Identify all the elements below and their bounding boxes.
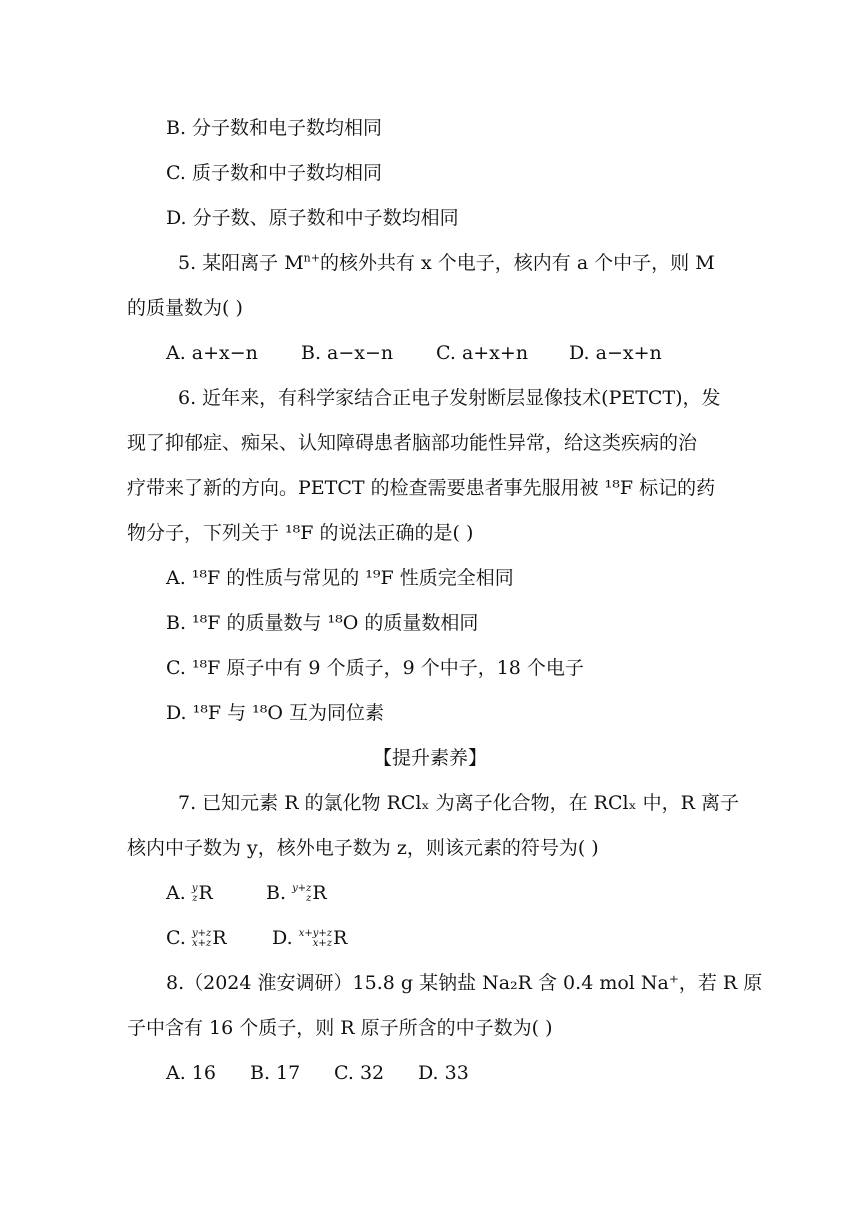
q7-option-b xyxy=(266,880,327,906)
q7-option-a-bottom: z xyxy=(192,893,198,904)
q8-option-c: C. 32 xyxy=(334,1062,385,1084)
q5-stem-part2: 的核外共有 x 个电子，核内有 a 个中子，则 M xyxy=(319,252,715,274)
q7-option-c-top: y+z xyxy=(191,928,212,939)
q7-options-row1 xyxy=(166,880,327,906)
q7-option-c-bottom: x+z xyxy=(191,938,212,949)
q5-stem-part1: 5. 某阳离子 M xyxy=(178,252,304,274)
q5-options xyxy=(166,340,662,366)
q7-option-d xyxy=(272,925,347,951)
q7-option-b-nuclide xyxy=(292,884,311,904)
q4-option-c: C. 质子数和中子数均相同 xyxy=(166,162,382,184)
q7-option-d-prefix: D. xyxy=(272,927,299,949)
q7-option-a-element: R xyxy=(198,882,213,904)
q7-stem-line1: 7. 已知元素 R 的氯化物 RClₓ 为离子化合物，在 RClₓ 中，R 离子 xyxy=(178,792,740,814)
q8-option-d: D. 33 xyxy=(418,1062,469,1084)
q7-option-a-prefix: A. xyxy=(166,882,192,904)
q7-options-row2 xyxy=(166,925,347,951)
q8-option-a: A. 16 xyxy=(166,1062,216,1084)
q7-option-c-prefix: C. xyxy=(166,927,192,949)
q7-option-a-top: y xyxy=(191,883,198,894)
q7-option-b-top: y+z xyxy=(292,883,312,894)
q7-option-c xyxy=(166,925,266,951)
q7-option-a-nuclide xyxy=(192,884,198,904)
q5-stem-sup: n+ xyxy=(303,251,320,265)
q6-stem-line4: 物分子，下列关于 ¹⁸F 的说法正确的是( ) xyxy=(127,522,474,544)
q7-option-c-nuclide xyxy=(192,929,211,949)
q5-option-b: B. a−x−n xyxy=(301,342,394,364)
q7-option-d-nuclide xyxy=(299,929,332,949)
q6-option-b: B. ¹⁸F 的质量数与 ¹⁸O 的质量数相同 xyxy=(166,612,479,634)
q5-stem-line2: 的质量数为( ) xyxy=(127,297,243,319)
q6-stem-line3: 疗带来了新的方向。PETCT 的检查需要患者事先服用被 ¹⁸F 标记的药 xyxy=(127,477,716,499)
q7-option-b-bottom: z xyxy=(306,893,312,904)
q7-option-b-element: R xyxy=(312,882,327,904)
q7-option-d-element: R xyxy=(333,927,348,949)
q4-option-b: B. 分子数和电子数均相同 xyxy=(166,117,383,139)
q5-option-d: D. a−x+n xyxy=(569,342,662,364)
q8-option-b: B. 17 xyxy=(250,1062,301,1084)
q6-option-a: A. ¹⁸F 的性质与常见的 ¹⁹F 性质完全相同 xyxy=(166,567,514,589)
section-title: 【提升素养】 xyxy=(372,747,487,769)
q5-option-a: A. a+x−n xyxy=(166,342,258,364)
q8-options xyxy=(166,1060,469,1086)
q8-stem-line2: 子中含有 16 个质子，则 R 原子所含的中子数为( ) xyxy=(127,1017,553,1039)
q7-option-d-bottom: x+z xyxy=(312,938,333,949)
q4-option-d: D. 分子数、原子数和中子数均相同 xyxy=(166,207,459,229)
q6-stem-line2: 现了抑郁症、痴呆、认知障碍患者脑部功能性异常，给这类疾病的治 xyxy=(127,432,698,454)
q7-stem-line2: 核内中子数为 y，核外电子数为 z，则该元素的符号为( ) xyxy=(127,837,599,859)
q7-option-c-element: R xyxy=(212,927,227,949)
q7-option-a xyxy=(166,880,260,906)
q6-option-d: D. ¹⁸F 与 ¹⁸O 互为同位素 xyxy=(166,702,384,724)
q8-stem-line1: 8.（2024 淮安调研）15.8 g 某钠盐 Na₂R 含 0.4 mol Na⁺，若 R 原 xyxy=(166,972,763,994)
q6-option-c: C. ¹⁸F 原子中有 9 个质子，9 个中子，18 个电子 xyxy=(166,657,584,679)
q7-option-b-prefix: B. xyxy=(266,882,293,904)
q5-stem-line1 xyxy=(178,250,715,276)
q5-option-c: C. a+x+n xyxy=(436,342,529,364)
q6-stem-line1: 6. 近年来，有科学家结合正电子发射断层显像技术(PETCT)，发 xyxy=(178,387,721,409)
q7-option-d-top: x+y+z xyxy=(298,928,333,939)
